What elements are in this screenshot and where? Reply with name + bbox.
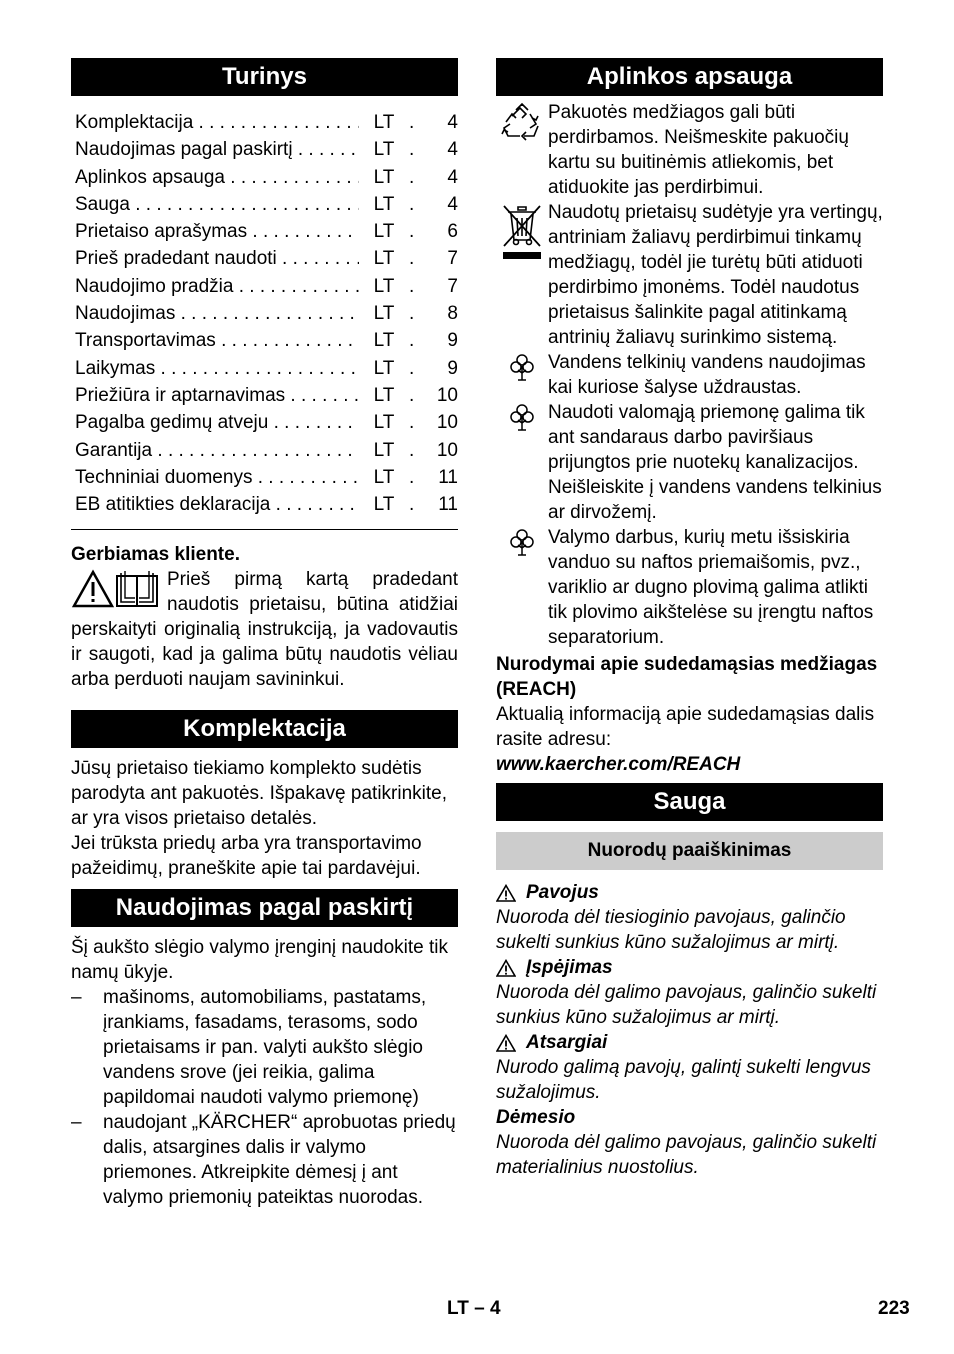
warning-icon (496, 1034, 526, 1052)
toc-title: Pagalba gedimų atveju . . . (75, 409, 359, 436)
environment-item (496, 400, 883, 525)
toc-title: Sauga . . . (75, 191, 359, 218)
environment-item (496, 100, 883, 200)
toc-row[interactable] (75, 273, 458, 300)
toc-lang: LT (373, 248, 395, 270)
warning-and-manual-icon (71, 569, 163, 609)
toc-row[interactable] (75, 355, 458, 382)
toc-page: 10 (436, 439, 458, 461)
tree-icon (496, 400, 548, 525)
toc-leader (409, 191, 421, 218)
page-number: 223 (878, 1298, 910, 1319)
tree-icon (496, 525, 548, 650)
toc-row[interactable] (75, 409, 458, 436)
toc-leader (409, 491, 421, 518)
environment-text: Vandens telkinių vandens naudojimas kai kuriose šalyse uždraustas. (548, 352, 866, 398)
toc-title: Prieš pradedant naudoti . . . (75, 245, 359, 272)
note-title: Pavojus (496, 880, 883, 905)
toc-title: Aplinkos apsauga . . . (75, 164, 359, 191)
toc-row[interactable] (75, 109, 458, 136)
toc-title: Naudojimas pagal paskirtį . . . (75, 136, 359, 163)
toc-page: 11 (438, 494, 458, 516)
toc-row[interactable] (75, 437, 458, 464)
environment-item (496, 525, 883, 650)
toc-lang: LT (373, 494, 395, 516)
toc-lang: LT (373, 412, 395, 434)
toc-row[interactable] (75, 245, 458, 272)
toc-lang: LT (373, 275, 395, 297)
toc-title: Garantija . . . (75, 437, 359, 464)
toc-row[interactable] (75, 136, 458, 163)
toc-leader (409, 273, 421, 300)
toc-leader (409, 409, 421, 436)
note-text: Nuoroda dėl galimo pavojaus, galinčio sukelti materialinius nuostolius. (496, 1132, 877, 1178)
toc-lang: LT (373, 303, 395, 325)
toc-page: 7 (447, 248, 458, 270)
toc-leader (409, 136, 421, 163)
toc-lang: LT (373, 112, 395, 133)
toc-leader (409, 218, 421, 245)
notes-subheading: Nuorodų paaiškinimas (496, 832, 883, 870)
tree-icon (496, 350, 548, 400)
toc-row[interactable] (75, 300, 458, 327)
table-of-contents (71, 109, 458, 518)
note-text: Nurodo galimą pavojų, galintį sukelti lengvus sužalojimus. (496, 1057, 871, 1103)
toc-lang: LT (373, 139, 395, 161)
toc-page: 10 (436, 412, 458, 434)
toc-row[interactable] (75, 164, 458, 191)
toc-leader (409, 327, 421, 354)
footer-section: LT – 4 (447, 1298, 501, 1319)
toc-title: Naudojimo pradžia . . . (75, 273, 359, 300)
toc-row[interactable] (75, 191, 458, 218)
toc-page: 11 (438, 466, 458, 488)
toc-page: 6 (447, 221, 458, 243)
toc-leader (409, 164, 421, 191)
reach-heading: Nurodymai apie sudedamąsias medžiagas (REACH) (496, 654, 878, 700)
environment-list (496, 100, 883, 650)
note-title: Atsargiai (496, 1030, 883, 1055)
toc-leader (409, 300, 421, 327)
toc-leader (409, 109, 421, 136)
note-title: Įspėjimas (496, 955, 883, 980)
toc-lang: LT (373, 193, 395, 215)
kit-paragraph-2: Jei trūksta priedų arba yra transportavimo pažeidimų, praneškite apie tai pardavėjui. (71, 833, 422, 880)
toc-row[interactable] (75, 382, 458, 409)
toc-title: Komplektacija . . . (75, 109, 359, 136)
toc-title: Laikymas . . . (75, 355, 359, 382)
kit-paragraph-1: Jūsų prietaiso tiekiamo komplekto sudėtis parodyta ant pakuotės. Išpakavę patikrinkite, ar yra visos prietaiso detalės. (71, 758, 448, 830)
toc-leader (409, 382, 421, 409)
warning-icon (496, 959, 526, 977)
environment-heading: Aplinkos apsauga (496, 58, 883, 96)
toc-title: Transportavimas . . . (75, 327, 359, 354)
kit-heading: Komplektacija (71, 710, 458, 748)
toc-leader (409, 245, 421, 272)
intro-block (71, 567, 458, 692)
toc-page: 9 (447, 357, 458, 379)
reach-text: Aktualią informaciją apie sudedamąsias dalis rasite adresu: (496, 704, 875, 750)
warning-icon (496, 884, 526, 902)
toc-page: 4 (447, 193, 458, 215)
greeting: Gerbiamas kliente. (71, 544, 240, 566)
toc-row[interactable] (75, 218, 458, 245)
toc-title: Techniniai duomenys . . . (75, 464, 359, 491)
use-heading: Naudojimas pagal paskirtį (71, 889, 458, 927)
reach-link[interactable]: www.kaercher.com/REACH (496, 754, 741, 775)
toc-lang: LT (373, 166, 395, 188)
right-column (496, 58, 883, 1180)
toc-page: 10 (436, 384, 458, 406)
toc-heading: Turinys (71, 58, 458, 96)
toc-row[interactable] (75, 327, 458, 354)
toc-title: EB atitikties deklaracija . . . (75, 491, 359, 518)
environment-text: Pakuotės medžiagos gali būti perdirbamos. Neišmeskite pakuočių kartu su buitinėmis atliekomis, bet atiduokite jas perdirbimui. (548, 102, 849, 198)
environment-item (496, 200, 883, 350)
toc-leader (409, 464, 421, 491)
divider (71, 529, 458, 530)
toc-lang: LT (373, 439, 395, 461)
environment-text: Naudotų prietaisų sudėtyje yra vertingų, antriniam žaliavų perdirbimui tinkamų medžiagų, todėl jie turėtų būti atiduoti perdirbimo įmonėms. Todėl naudotus prietaisus šalinkite pagal atitinkamą antrinių žaliavų surinkimo sistemą. (548, 202, 883, 348)
environment-item (496, 350, 883, 400)
toc-lang: LT (373, 466, 395, 488)
toc-leader (409, 437, 421, 464)
toc-page: 4 (447, 166, 458, 188)
toc-row[interactable] (75, 491, 458, 518)
environment-text: Valymo darbus, kurių metu išsiskiria vanduo su naftos priemaišomis, pvz., variklio ar dugno plovimą galima atlikti tik plovimo aikštelėse su įrengtu naftos separatorium. (548, 527, 874, 648)
note-text: Nuoroda dėl tiesioginio pavojaus, galinčio sukelti sunkius kūno sužalojimus ar mirtį. (496, 907, 846, 953)
note-text: Nuoroda dėl galimo pavojaus, galinčio sukelti sunkius kūno sužalojimus ar mirtį. (496, 982, 877, 1028)
note-title: Dėmesio (496, 1107, 576, 1128)
toc-lang: LT (373, 384, 395, 406)
recycle-icon (496, 100, 548, 200)
list-item: – mašinoms, automobiliams, pastatams, įrankiams, fasadams, terasoms, sodo prietaisams ir pan. valyti aukšto slėgio vandens srove (jei reikia, galima papildomai naudoti valymo priemonę) (71, 987, 427, 1109)
intro-text: Prieš pirmą kartą pradedant naudotis prietaisu, būtina atidžiai perskaityti originalią instrukciją, ja vadovautis ir saugoti, kad ja galima būtų naudotis vėliau arba perduoti naujam savininkui. (71, 569, 458, 691)
left-column (71, 58, 458, 1210)
toc-page: 9 (447, 330, 458, 352)
toc-page: 4 (447, 112, 458, 133)
list-item: – naudojant „KÄRCHER“ aprobuotas priedų dalis, atsargines dalis ir valymo priemones. Atkreipkite dėmesį į ant valymo priemonių pateiktas nuorodas. (71, 1112, 456, 1209)
toc-lang: LT (373, 330, 395, 352)
environment-text: Naudoti valomąją priemonę galima tik ant sandaraus darbo paviršiaus prijungtos prie nuotekų kanalizacijos. Neišleiskite į vandens vandens telkinius ar dirvožemį. (548, 402, 882, 523)
safety-heading: Sauga (496, 783, 883, 821)
toc-leader (409, 355, 421, 382)
toc-page: 4 (447, 139, 458, 161)
toc-title: Prietaiso aprašymas . . . (75, 218, 359, 245)
toc-row[interactable] (75, 464, 458, 491)
toc-title: Naudojimas . . . (75, 300, 359, 327)
toc-lang: LT (373, 357, 395, 379)
toc-title: Priežiūra ir aptarnavimas . . . (75, 382, 359, 409)
toc-page: 7 (447, 275, 458, 297)
toc-lang: LT (373, 221, 395, 243)
toc-page: 8 (447, 303, 458, 325)
crossed-bin-icon (496, 200, 548, 350)
notes-list (496, 880, 883, 1180)
use-paragraph: Šį aukšto slėgio valymo įrenginį naudokite tik namų ūkyje. (71, 937, 449, 984)
